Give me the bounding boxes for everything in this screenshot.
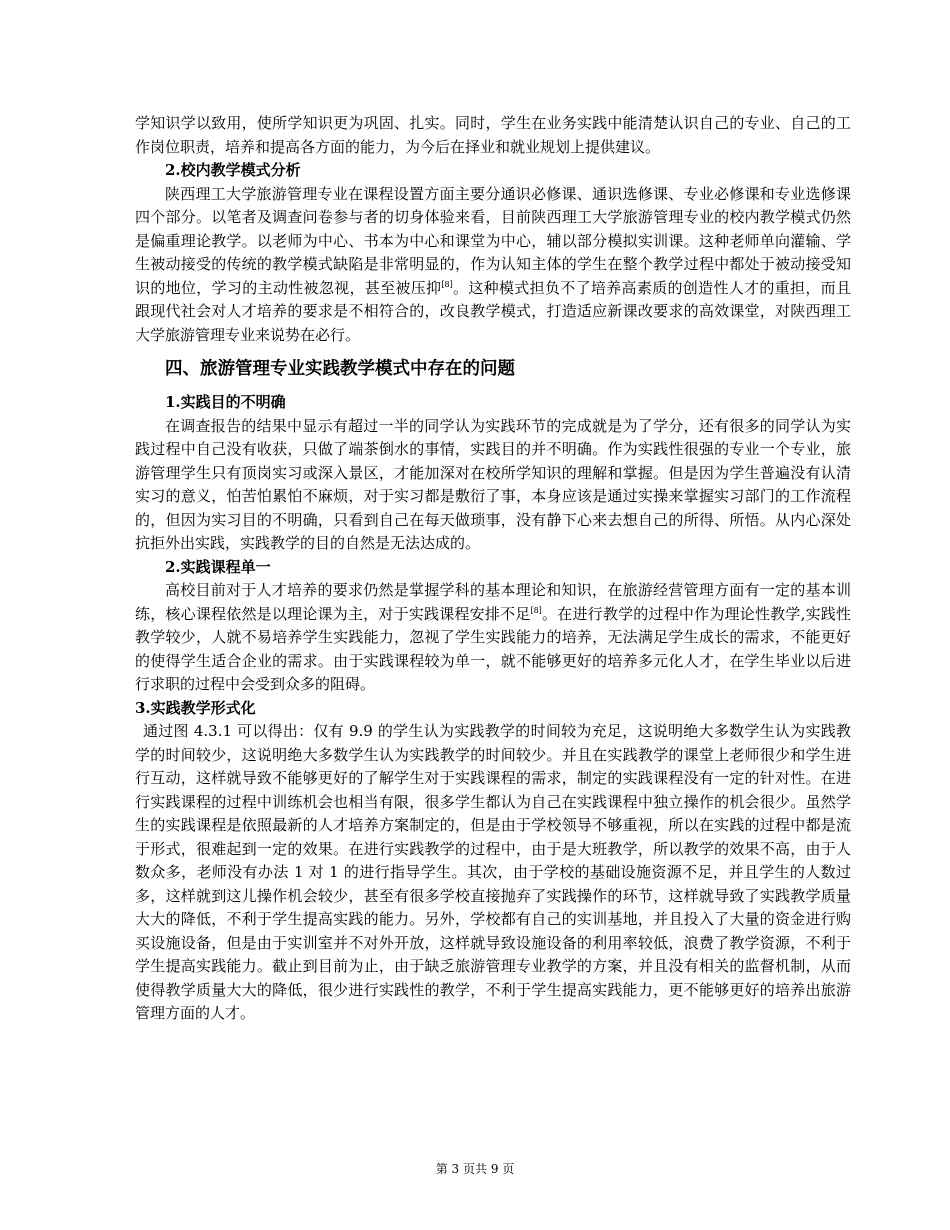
paragraph-text: 高校目前对于人才培养的要求仍然是掌握学科的基本理论和知识，在旅游经营管理方面有一定的基本训练，核心课程依然是以理论课为主，对于实践课程安排不足 <box>135 581 851 623</box>
paragraph-single-course <box>135 579 851 697</box>
section-heading-4: 四、旅游管理专业实践教学模式中存在的问题 <box>165 359 515 379</box>
paragraph-unclear-purpose: 在调查报告的结果中显示有超过一半的同学认为实践环节的完成就是为了学分，还有很多的同学认为实践过程中自己没有收获，只做了端茶倒水的事情，实践目的并不明确。作为实践性很强的专业一个专业，旅游管理学生只有顶岗实习或深入景区，才能加深对在校所学知识的理解和掌握。但是因为学生普遍没有认清实习的意义，怕苦怕累怕不麻烦，对于实习都是敷衍了事，本身应该是通过实操来掌握实习部门的工作流程的，但因为实习目的不明确，只看到自己在每天做琐事，没有静下心来去想自己的所得、所悟。从内心深处抗拒外出实践，实践教学的目的自然是无法达成的。 <box>135 416 851 552</box>
paragraph-continued: 学知识学以致用，使所学知识更为巩固、扎实。同时，学生在业务实践中能清楚认识自己的专业、自己的工作岗位职责，培养和提高各方面的能力，为今后在择业和就业规划上提供建议。 <box>135 114 851 156</box>
page-body <box>135 112 851 1026</box>
paragraph-text: 。在进行教学的过程中作为理论性教学,实践性教学较少，人就不易培养学生实践能力，忽视了学生实践能力的培养，无法满足学生成长的需求，不能更好的使得学生适合企业的需求。由于实践课程较为单一，就不能够更好的培养多元化人才，在学生毕业以后进行求职的过程中会受到众多的阻碍。 <box>135 604 851 693</box>
paragraph-formalism: 通过图 4.3.1 可以得出：仅有 9.9 的学生认为实践教学的时间较为充足，这说明绝大多数学生认为实践教学的时间较少，这说明绝大多数学生认为实践教学的时间较少。并且在实践教学的课堂上老师很少和学生进行互动，这样就导致不能够更好的了解学生对于实践课程的需求，制定的实践课程没有一定的针对性。在进行实践课程的过程中训练机会也相当有限，很多学生都认为自己在实践课程中独立操作的机会很少。虽然学生的实践课程是依照最新的人才培养方案制定的，但是由于学校领导不够重视，所以在实践的过程中都是流于形式，很难起到一定的效果。在进行实践教学的过程中，由于是大班教学，所以教学的效果不高，由于人数众多，老师没有办法 1 对 1 的进行指导学生。其次，由于学校的基础设施资源不足，并且学生的人数过多，这样就到这儿操作机会较少，甚至有很多学校直接抛弃了实践操作的环节，这样就导致了实践教学质量大大的降低，不利于学生提高实践的能力。另外，学校都有自己的实训基地，并且投入了大量的资金进行购买设施设备，但是由于实训室并不对外开放，这样就导致设施设备的利用率较低，浪费了教学资源，不利于学生提高实践能力。截止到目前为止，由于缺乏旅游管理专业教学的方案，并且没有相关的监督机制，从而使得教学质量大大的降低，很少进行实践性的教学，不利于学生提高实践能力，更不能够更好的培养出旅游管理方面的人才。 <box>135 722 851 1022</box>
citation-ref: [8] <box>441 279 453 289</box>
page-number-footer: 第 3 页共 9 页 <box>435 1162 515 1176</box>
subheading-single-course: 2.实践课程单一 <box>165 557 271 576</box>
subheading-unclear-purpose: 1.实践目的不明确 <box>165 393 286 411</box>
citation-ref: [8] <box>530 605 542 615</box>
subheading-formalism: 3.实践教学形式化 <box>135 698 256 717</box>
paragraph-text: 陕西理工大学旅游管理专业在课程设置方面主要分通识必修课、通识选修课、专业必修课和专业选修课四个部分。以笔者及调查问卷参与者的切身体验来看，目前陕西理工大学旅游管理专业的校内教学模式仍然是偏重理论教学。以老师为中心、书本为中心和课堂为中心，辅以部分模拟实训课。这种老师单向灌输、学生被动接受的传统的教学模式缺陷是非常明显的，作为认知主体的学生在整个教学过程中都处于被动接受知识的地位，学习的主动性被忽视，甚至被压抑 <box>135 184 851 297</box>
paragraph-campus-teaching <box>135 183 851 348</box>
paragraph-text: 。这种模式担负不了培养高素质的创造性人才的重担，而且跟现代社会对人才培养的要求是不相符合的，改良教学模式，打造适应新课改要求的高效课堂，对陕西理工大学旅游管理专业来说势在必行。 <box>135 278 851 344</box>
subheading-campus-teaching-mode: 2.校内教学模式分析 <box>165 161 301 179</box>
